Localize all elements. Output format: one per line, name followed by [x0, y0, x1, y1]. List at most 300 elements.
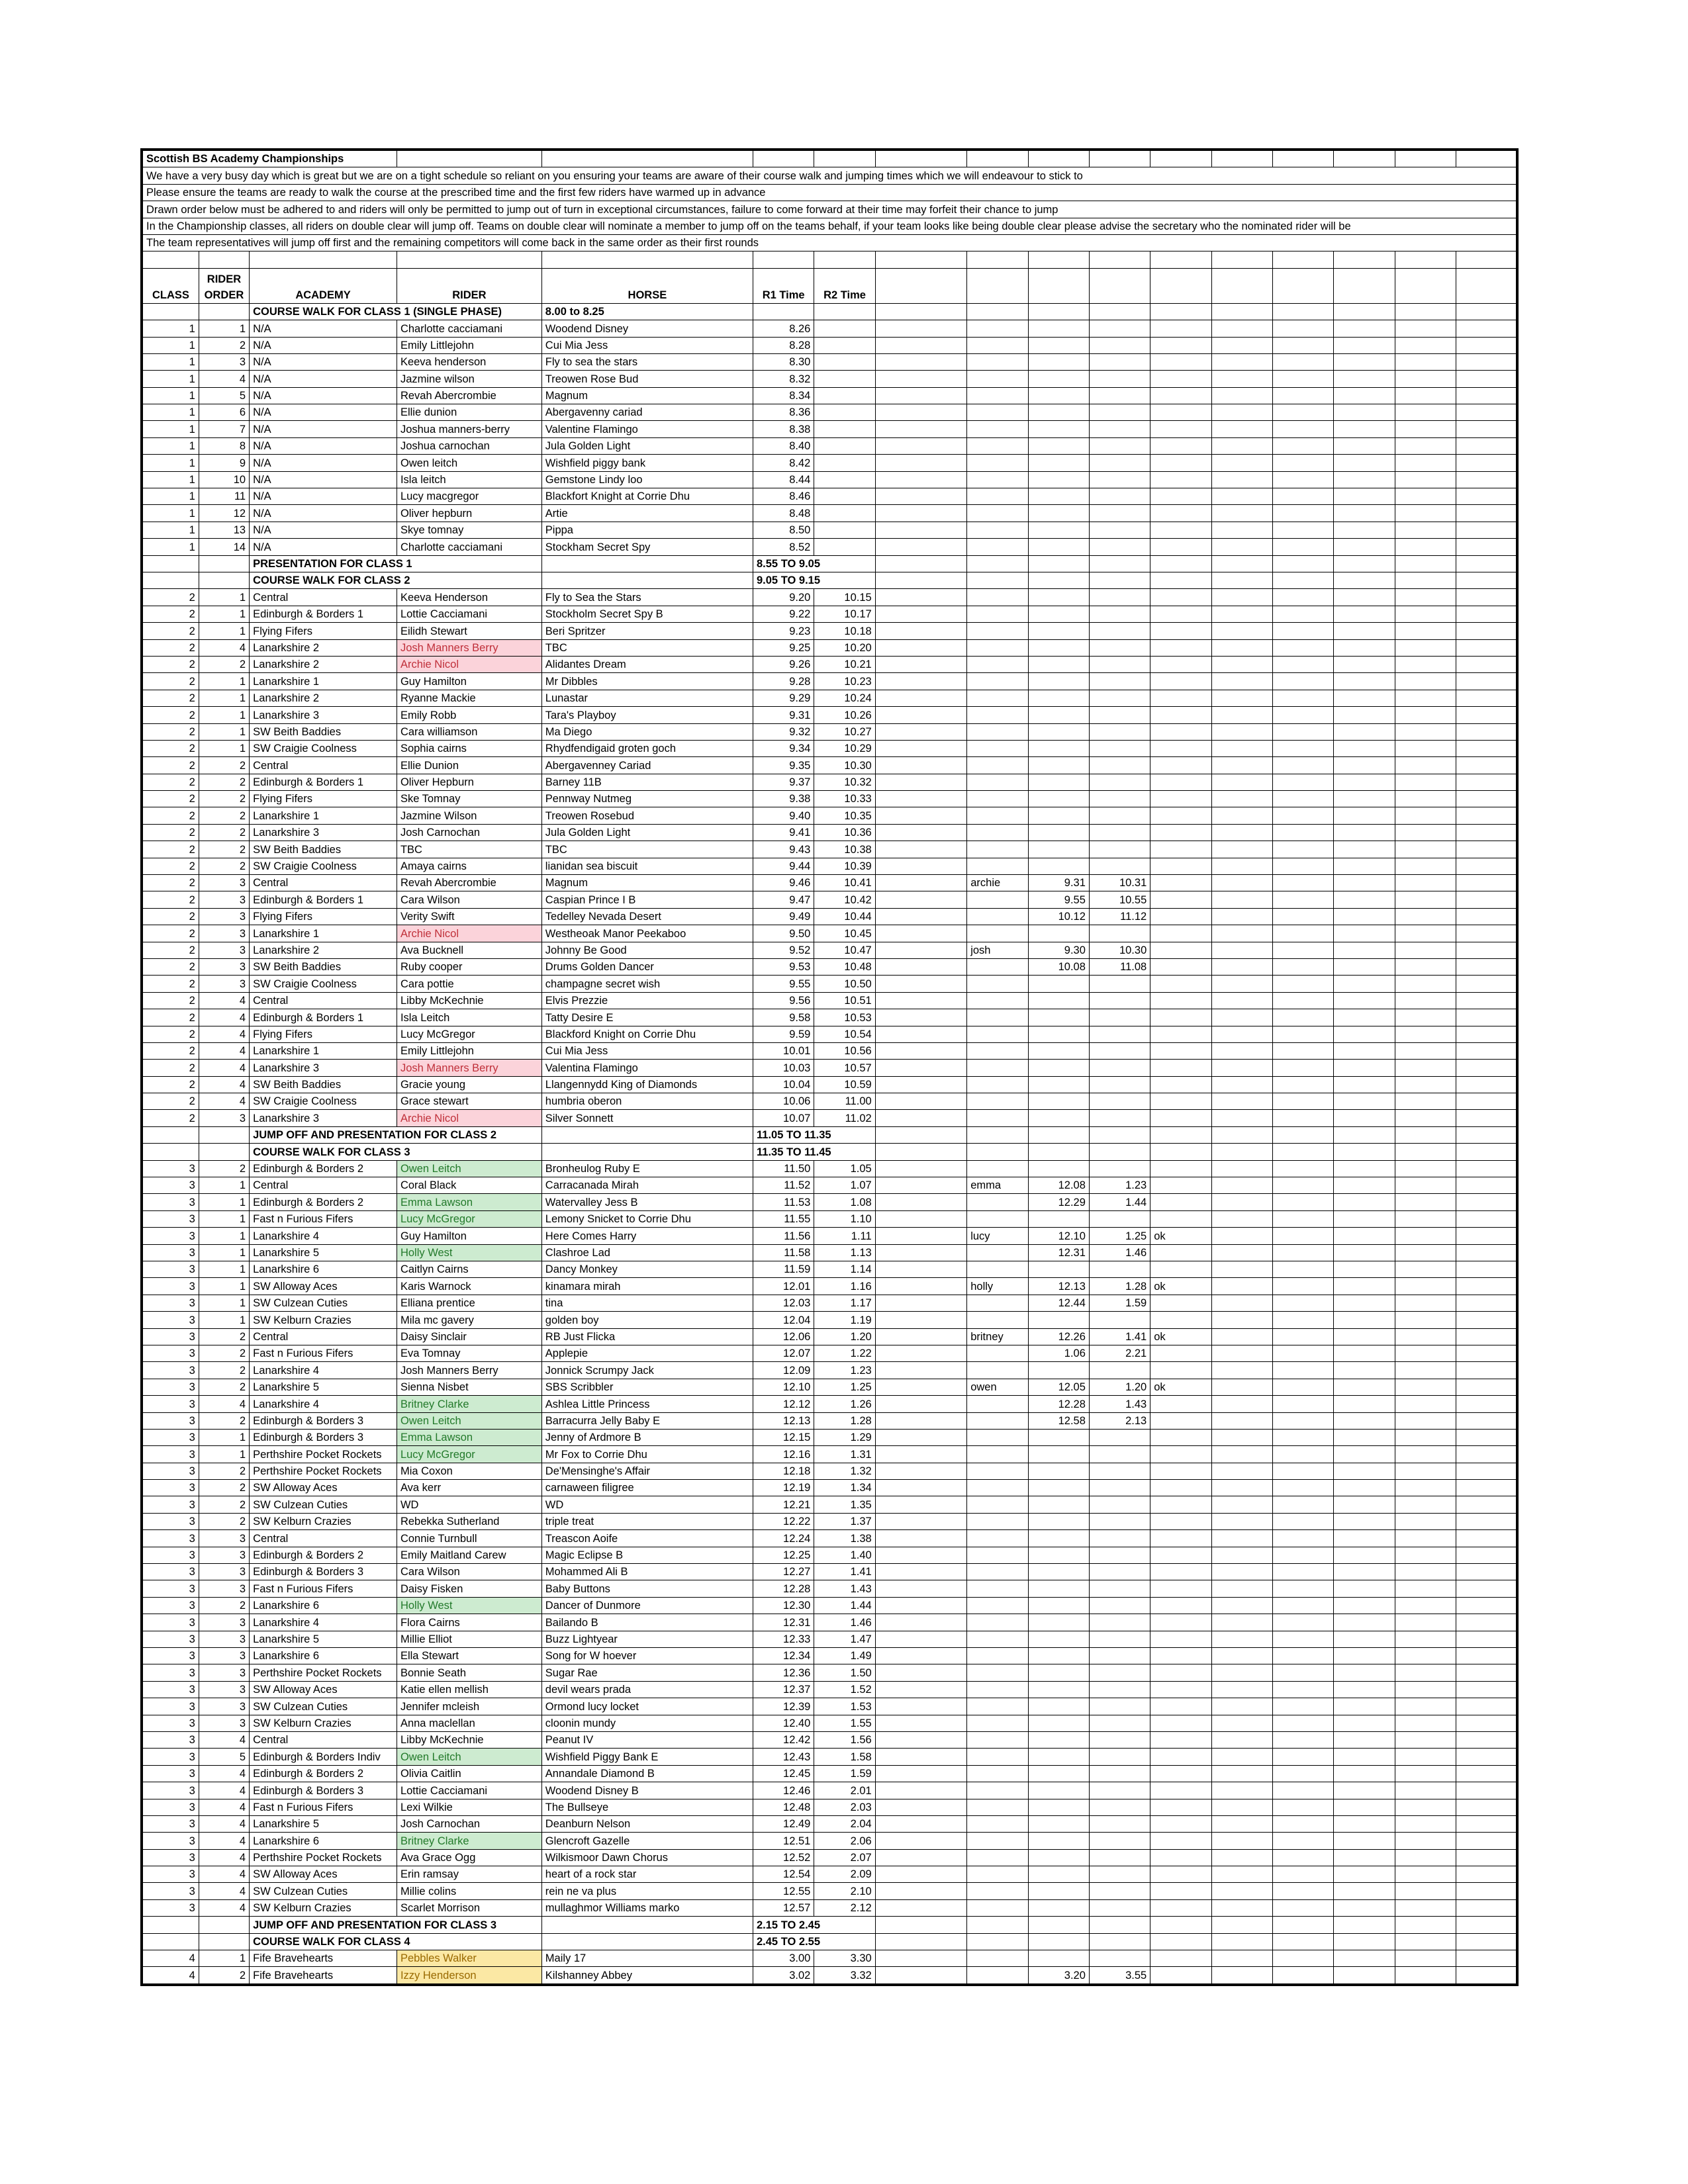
empty-cell [1334, 1580, 1395, 1597]
rider-cell: Oliver hepburn [397, 505, 541, 522]
empty-cell [1395, 539, 1456, 555]
empty-cell [1272, 606, 1333, 622]
extra-time1-cell [1028, 1580, 1089, 1597]
empty-cell [875, 522, 967, 538]
order-cell: 1 [199, 1950, 249, 1967]
r2-time-cell: 10.50 [814, 976, 875, 992]
r1-time-cell: 12.30 [753, 1597, 814, 1614]
empty-cell [1272, 1312, 1333, 1328]
extra-time1-cell [1028, 925, 1089, 942]
extra-time2-cell [1089, 1076, 1150, 1093]
empty-cell [875, 1429, 967, 1445]
empty-cell [875, 555, 967, 572]
empty-cell [753, 251, 814, 268]
academy-cell: SW Craigie Coolness [250, 976, 397, 992]
empty-cell [1395, 268, 1456, 303]
extra-time2-cell [1089, 387, 1150, 404]
extra-name-cell [967, 488, 1028, 505]
extra-status-cell [1150, 1631, 1211, 1647]
empty-cell [875, 1681, 967, 1698]
empty-cell [1456, 858, 1517, 874]
extra-time2-cell [1089, 488, 1150, 505]
r1-time-cell: 10.04 [753, 1076, 814, 1093]
extra-time1-cell [1028, 455, 1089, 471]
empty-cell [1272, 1160, 1333, 1177]
empty-cell [1334, 1564, 1395, 1580]
empty-cell [875, 1160, 967, 1177]
class-cell: 3 [142, 1177, 199, 1194]
entry-row [142, 841, 1517, 858]
extra-name-cell [967, 1967, 1028, 1985]
academy-cell: SW Culzean Cuties [250, 1496, 397, 1513]
empty-cell [1456, 320, 1517, 337]
empty-cell [875, 1899, 967, 1916]
empty-cell [1395, 1463, 1456, 1479]
empty-cell [1211, 723, 1272, 740]
order-cell: 1 [199, 707, 249, 723]
empty-cell [1334, 437, 1395, 454]
extra-time1-cell: 9.30 [1028, 942, 1089, 958]
rider-cell: Coral Black [397, 1177, 541, 1194]
class-cell: 2 [142, 891, 199, 908]
extra-status-cell [1150, 1866, 1211, 1883]
order-cell: 3 [199, 942, 249, 958]
extra-time2-cell [1089, 1782, 1150, 1799]
empty-cell [199, 555, 249, 572]
class-cell: 3 [142, 1833, 199, 1849]
academy-cell: SW Kelburn Crazies [250, 1899, 397, 1916]
empty-cell [1272, 1866, 1333, 1883]
order-cell: 3 [199, 1664, 249, 1681]
empty-cell [1272, 707, 1333, 723]
extra-name-cell [967, 1076, 1028, 1093]
empty-cell [1395, 1799, 1456, 1815]
r2-time-cell: 10.42 [814, 891, 875, 908]
empty-cell [967, 150, 1028, 167]
empty-cell [1456, 791, 1517, 807]
order-cell: 4 [199, 1866, 249, 1883]
r1-time-cell: 9.49 [753, 908, 814, 925]
extra-status-cell [1150, 1564, 1211, 1580]
order-cell: 11 [199, 488, 249, 505]
empty-cell [1334, 1698, 1395, 1715]
extra-time1-cell [1028, 1463, 1089, 1479]
extra-name-cell [967, 858, 1028, 874]
r2-time-cell: 1.35 [814, 1496, 875, 1513]
rider-cell: Owen leitch [397, 455, 541, 471]
extra-name-cell [967, 1009, 1028, 1026]
academy-cell: Lanarkshire 3 [250, 824, 397, 841]
empty-cell [1150, 572, 1211, 588]
extra-time2-cell [1089, 1950, 1150, 1967]
empty-cell [1334, 455, 1395, 471]
empty-cell [1395, 1177, 1456, 1194]
r2-time-cell: 1.38 [814, 1530, 875, 1547]
empty-cell [875, 303, 967, 320]
extra-time1-cell [1028, 1631, 1089, 1647]
empty-cell [1334, 1210, 1395, 1227]
section-label: JUMP OFF AND PRESENTATION FOR CLASS 2 [250, 1126, 542, 1143]
horse-cell: Kilshanney Abbey [541, 1967, 753, 1985]
order-cell: 2 [199, 1597, 249, 1614]
empty-cell [1395, 841, 1456, 858]
empty-cell [1395, 791, 1456, 807]
entry-row [142, 1177, 1517, 1194]
horse-cell: Stockham Secret Spy [541, 539, 753, 555]
empty-cell [1334, 1160, 1395, 1177]
order-cell: 1 [199, 1429, 249, 1445]
extra-time1-cell [1028, 807, 1089, 824]
empty-cell [875, 908, 967, 925]
class-cell: 2 [142, 858, 199, 874]
order-cell: 2 [199, 1345, 249, 1361]
empty-cell [1395, 455, 1456, 471]
empty-cell [1272, 740, 1333, 756]
entry-row [142, 1765, 1517, 1782]
r1-time-cell: 12.13 [753, 1412, 814, 1429]
extra-time1-cell [1028, 1261, 1089, 1278]
order-cell: 1 [199, 1446, 249, 1463]
extra-time1-cell [1028, 522, 1089, 538]
extra-time2-cell: 3.55 [1089, 1967, 1150, 1985]
empty-cell [1395, 623, 1456, 639]
entry-row [142, 740, 1517, 756]
extra-time1-cell: 12.29 [1028, 1194, 1089, 1210]
empty-cell [967, 1933, 1028, 1950]
academy-cell: Fast n Furious Fifers [250, 1210, 397, 1227]
horse-cell: Abergavenny cariad [541, 404, 753, 421]
extra-status-cell [1150, 455, 1211, 471]
empty-cell [1334, 1547, 1395, 1563]
extra-time2-cell [1089, 623, 1150, 639]
entry-row [142, 471, 1517, 488]
section-label: COURSE WALK FOR CLASS 4 [250, 1933, 542, 1950]
empty-cell [1028, 268, 1089, 303]
r1-time-cell: 9.28 [753, 673, 814, 690]
empty-cell [1211, 505, 1272, 522]
empty-cell [875, 707, 967, 723]
class-cell: 2 [142, 707, 199, 723]
extra-name-cell [967, 1614, 1028, 1631]
rider-cell: Ava Grace Ogg [397, 1849, 541, 1866]
extra-time2-cell: 10.31 [1089, 875, 1150, 891]
empty-cell [1456, 1194, 1517, 1210]
empty-cell [875, 1295, 967, 1311]
r2-time-cell: 1.41 [814, 1564, 875, 1580]
empty-cell [967, 1126, 1028, 1143]
empty-cell [1395, 757, 1456, 774]
extra-time1-cell [1028, 1496, 1089, 1513]
entry-row [142, 522, 1517, 538]
empty-cell [1211, 1799, 1272, 1815]
empty-cell [1272, 471, 1333, 488]
horse-cell: Buzz Lightyear [541, 1631, 753, 1647]
horse-cell: SBS Scribbler [541, 1379, 753, 1395]
empty-cell [1395, 1782, 1456, 1799]
extra-status-cell [1150, 1060, 1211, 1076]
horse-cell: lianidan sea biscuit [541, 858, 753, 874]
extra-name-cell [967, 1715, 1028, 1731]
academy-cell: Fife Bravehearts [250, 1967, 397, 1985]
entry-row [142, 1295, 1517, 1311]
extra-status-cell [1150, 371, 1211, 387]
r2-time-cell [814, 421, 875, 437]
extra-name-cell [967, 774, 1028, 790]
entry-row [142, 992, 1517, 1009]
title-row [142, 150, 1517, 167]
empty-cell [1395, 1261, 1456, 1278]
empty-cell [1456, 875, 1517, 891]
extra-time2-cell: 1.23 [1089, 1177, 1150, 1194]
empty-cell [967, 555, 1028, 572]
extra-name-cell [967, 1244, 1028, 1261]
extra-name-cell [967, 891, 1028, 908]
rider-cell: Katie ellen mellish [397, 1681, 541, 1698]
empty-cell [1334, 268, 1395, 303]
empty-cell [1211, 320, 1272, 337]
empty-cell [1395, 606, 1456, 622]
empty-cell [1395, 690, 1456, 706]
extra-name-cell [967, 623, 1028, 639]
empty-cell [1334, 1295, 1395, 1311]
class-cell: 1 [142, 421, 199, 437]
empty-cell [875, 337, 967, 353]
extra-name-cell [967, 320, 1028, 337]
empty-cell [1395, 320, 1456, 337]
empty-cell [1395, 958, 1456, 975]
empty-cell [1456, 1580, 1517, 1597]
empty-cell [1395, 505, 1456, 522]
class-cell: 2 [142, 1093, 199, 1110]
empty-cell [1456, 1429, 1517, 1445]
class-cell: 2 [142, 723, 199, 740]
entry-row [142, 1496, 1517, 1513]
extra-time1-cell [1028, 1866, 1089, 1883]
class-cell: 1 [142, 371, 199, 387]
extra-time2-cell [1089, 1833, 1150, 1849]
rider-cell: Bonnie Seath [397, 1664, 541, 1681]
extra-status-cell [1150, 471, 1211, 488]
empty-cell [1395, 555, 1456, 572]
empty-cell [1272, 1228, 1333, 1244]
order-cell: 2 [199, 1480, 249, 1496]
r2-time-cell: 10.33 [814, 791, 875, 807]
r1-time-cell: 9.26 [753, 656, 814, 672]
extra-name-cell [967, 1110, 1028, 1126]
academy-cell: N/A [250, 371, 397, 387]
empty-cell [1334, 723, 1395, 740]
empty-cell [1150, 1917, 1211, 1933]
empty-cell [875, 807, 967, 824]
r1-time-cell: 10.03 [753, 1060, 814, 1076]
empty-cell [1456, 1833, 1517, 1849]
extra-time2-cell [1089, 1312, 1150, 1328]
extra-time2-cell [1089, 1866, 1150, 1883]
class-cell: 3 [142, 1631, 199, 1647]
r2-time-cell: 1.32 [814, 1463, 875, 1479]
rider-cell: Joshua manners-berry [397, 421, 541, 437]
empty-cell [1334, 1244, 1395, 1261]
empty-cell [875, 1749, 967, 1765]
extra-time2-cell [1089, 1513, 1150, 1529]
empty-cell [1456, 1110, 1517, 1126]
empty-cell [875, 1126, 967, 1143]
extra-name-cell [967, 1899, 1028, 1916]
empty-cell [1211, 555, 1272, 572]
empty-cell [1334, 1496, 1395, 1513]
class-cell: 1 [142, 353, 199, 370]
class-cell: 2 [142, 1042, 199, 1059]
empty-cell [1334, 1228, 1395, 1244]
extra-time1-cell [1028, 824, 1089, 841]
empty-cell [1456, 1228, 1517, 1244]
class-cell: 3 [142, 1295, 199, 1311]
empty-cell [875, 1210, 967, 1227]
extra-status-cell [1150, 1681, 1211, 1698]
empty-cell [1395, 572, 1456, 588]
academy-cell: N/A [250, 353, 397, 370]
extra-status-cell [1150, 1042, 1211, 1059]
order-cell: 1 [199, 1210, 249, 1227]
entry-row [142, 690, 1517, 706]
academy-cell: Lanarkshire 3 [250, 1110, 397, 1126]
empty-cell [1211, 1446, 1272, 1463]
empty-cell [1334, 1899, 1395, 1916]
empty-cell [875, 1530, 967, 1547]
empty-cell [1334, 1950, 1395, 1967]
r2-time-cell [814, 387, 875, 404]
extra-status-cell [1150, 976, 1211, 992]
extra-status-cell [1150, 656, 1211, 672]
r1-time-cell: 9.56 [753, 992, 814, 1009]
class-cell: 3 [142, 1429, 199, 1445]
empty-cell [1395, 303, 1456, 320]
extra-name-cell [967, 1042, 1028, 1059]
empty-cell [1211, 1480, 1272, 1496]
empty-cell [1456, 1815, 1517, 1832]
class-cell: 2 [142, 673, 199, 690]
empty-cell [1334, 807, 1395, 824]
extra-time1-cell: 12.28 [1028, 1396, 1089, 1412]
empty-cell [1395, 1647, 1456, 1664]
section-time: 2.15 TO 2.45 [753, 1917, 876, 1933]
empty-cell [1211, 791, 1272, 807]
extra-time1-cell [1028, 757, 1089, 774]
academy-cell: Edinburgh & Borders 3 [250, 1412, 397, 1429]
empty-cell [1456, 891, 1517, 908]
r1-time-cell: 10.07 [753, 1110, 814, 1126]
empty-cell [1089, 251, 1150, 268]
extra-time2-cell [1089, 1026, 1150, 1042]
rider-cell: Ava Bucknell [397, 942, 541, 958]
order-cell: 4 [199, 1026, 249, 1042]
empty-cell [1334, 1731, 1395, 1748]
rider-cell: Revah Abercrombie [397, 387, 541, 404]
section-time: 8.00 to 8.25 [541, 303, 753, 320]
extra-name-cell [967, 723, 1028, 740]
empty-cell [875, 740, 967, 756]
class-cell: 3 [142, 1228, 199, 1244]
r2-time-cell: 10.30 [814, 757, 875, 774]
empty-cell [875, 1261, 967, 1278]
empty-cell [1272, 1749, 1333, 1765]
order-cell: 4 [199, 1849, 249, 1866]
academy-cell: N/A [250, 471, 397, 488]
r1-time-cell: 12.25 [753, 1547, 814, 1563]
empty-cell [1395, 942, 1456, 958]
header-r2-time: R2 Time [814, 268, 875, 303]
r1-time-cell: 12.10 [753, 1379, 814, 1395]
empty-cell [753, 150, 814, 167]
extra-status-cell [1150, 1597, 1211, 1614]
empty-cell [1395, 1244, 1456, 1261]
entry-row [142, 1749, 1517, 1765]
extra-status-cell [1150, 505, 1211, 522]
r2-time-cell: 2.01 [814, 1782, 875, 1799]
r1-time-cell: 12.57 [753, 1899, 814, 1916]
empty-cell [1456, 1564, 1517, 1580]
r1-time-cell: 12.18 [753, 1463, 814, 1479]
class-cell: 3 [142, 1496, 199, 1513]
extra-status-cell [1150, 353, 1211, 370]
empty-cell [875, 1883, 967, 1899]
empty-cell [1395, 1429, 1456, 1445]
empty-cell [541, 1917, 753, 1933]
r2-time-cell: 1.10 [814, 1210, 875, 1227]
class-cell: 3 [142, 1883, 199, 1899]
section-label: JUMP OFF AND PRESENTATION FOR CLASS 3 [250, 1917, 542, 1933]
empty-cell [1272, 1463, 1333, 1479]
academy-cell: N/A [250, 320, 397, 337]
rider-cell: Karis Warnock [397, 1278, 541, 1295]
empty-cell [1334, 1917, 1395, 1933]
extra-status-cell [1150, 404, 1211, 421]
extra-time1-cell [1028, 404, 1089, 421]
empty-cell [1334, 1093, 1395, 1110]
extra-time1-cell [1028, 471, 1089, 488]
rider-cell: WD [397, 1496, 541, 1513]
empty-cell [875, 455, 967, 471]
r2-time-cell: 1.28 [814, 1412, 875, 1429]
extra-status-cell: ok [1150, 1379, 1211, 1395]
order-cell: 4 [199, 1009, 249, 1026]
empty-cell [1395, 1597, 1456, 1614]
academy-cell: Lanarkshire 3 [250, 707, 397, 723]
empty-cell [1211, 1917, 1272, 1933]
rider-cell: Guy Hamilton [397, 1228, 541, 1244]
empty-cell [875, 1093, 967, 1110]
empty-cell [142, 251, 199, 268]
extra-status-cell [1150, 791, 1211, 807]
extra-time1-cell [1028, 1429, 1089, 1445]
empty-cell [1272, 1681, 1333, 1698]
empty-cell [1334, 606, 1395, 622]
r1-time-cell: 9.20 [753, 589, 814, 606]
extra-status-cell [1150, 1194, 1211, 1210]
empty-cell [1456, 740, 1517, 756]
empty-cell [1456, 1664, 1517, 1681]
r1-time-cell: 12.24 [753, 1530, 814, 1547]
empty-cell [1334, 1614, 1395, 1631]
entry-row [142, 1866, 1517, 1883]
empty-cell [875, 353, 967, 370]
empty-cell [1211, 1899, 1272, 1916]
extra-status-cell [1150, 891, 1211, 908]
extra-time1-cell [1028, 1849, 1089, 1866]
extra-name-cell [967, 1345, 1028, 1361]
order-cell: 4 [199, 639, 249, 656]
empty-cell [1272, 623, 1333, 639]
